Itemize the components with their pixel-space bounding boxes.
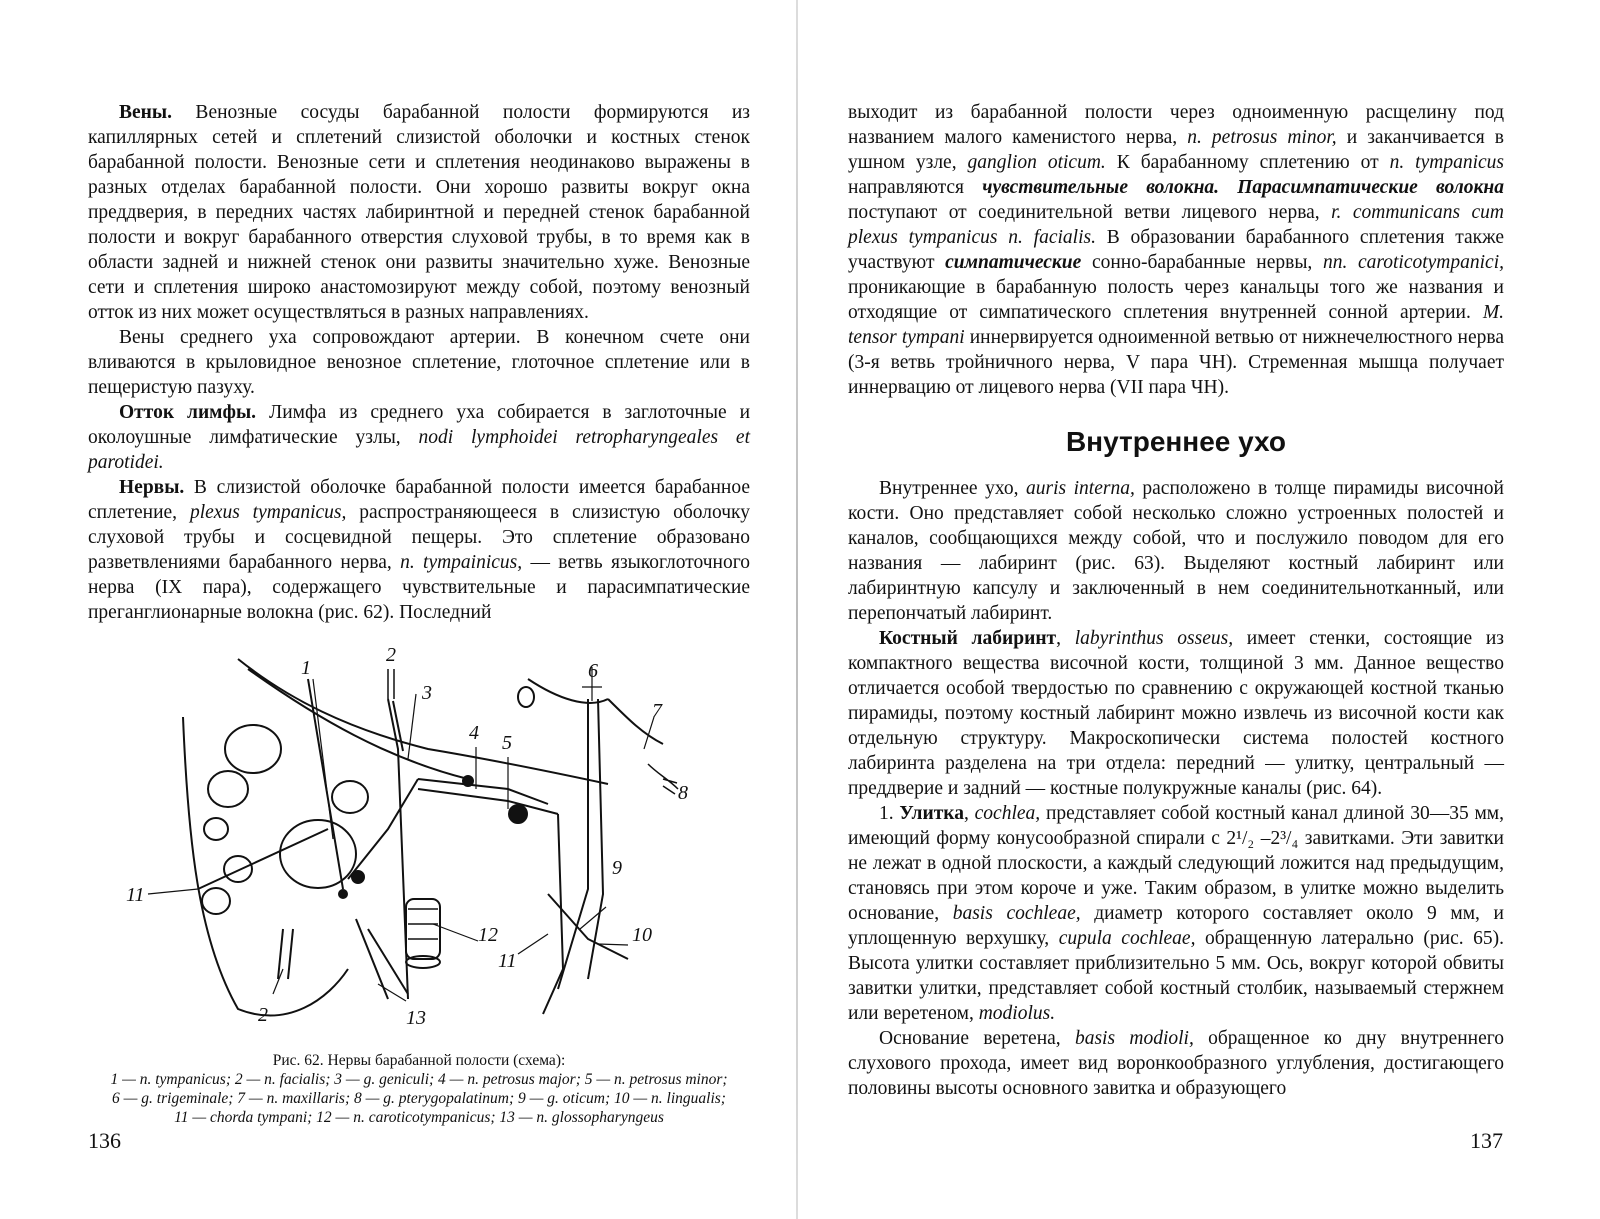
text-span: проникающие в барабанную полость через канальцы того же названия и отходящие от симпатического сплетения внутренней сонной артерии. <box>848 277 1504 323</box>
text-span: выходит из барабанной полости через одноименную расщелину под названием малого каменистого нерва, <box>848 102 1504 148</box>
latin-term: M. tensor tympani <box>848 302 1504 348</box>
figure-label-8: 8 <box>678 782 688 804</box>
latin-term: cupula cochleae, <box>1058 928 1196 949</box>
right-page <box>848 100 1504 1101</box>
text-span: диаметр которого составляет около 9 мм, и уплощенную верхушку, <box>848 903 1504 949</box>
figure-label-3: 3 <box>422 682 432 704</box>
lymph-heading: Отток лимфы. <box>119 402 257 423</box>
figure-label-10: 10 <box>632 924 652 946</box>
figure-label-5: 5 <box>502 732 512 754</box>
figure-label-11b: 11 <box>498 950 517 972</box>
figure-label-1: 1 <box>301 657 311 679</box>
figure-label-7: 7 <box>652 700 662 722</box>
paragraph-nerves <box>88 475 750 625</box>
latin-term: auris interna, <box>1026 478 1135 499</box>
latin-term: basis modioli, <box>1074 1028 1194 1049</box>
text-span: имеет стенки, состоящие из компактного вещества височной кости, толщиной 3 мм. Данное вещество отличается особой твердостью по сравнению с окружающей костной тканью пирамиды, поэтому костный лабиринт можно извлечь из височной кости как отдельную структуру. Макроскопически система полостей костного лабиринта разделена на три отдела: передний — улитку, центральный — преддверие и задний — костные полукружные каналы (рис. 64). <box>848 628 1505 799</box>
tympanic-nerves-illustration <box>88 639 750 1049</box>
veins-text-2: Вены среднего уха сопровождают артерии. В конечном счете они вливаются в крыловидное венозное сплетение, глоточное сплетение или в пещеристую пазуху. <box>88 327 750 398</box>
nerves-latin-1: plexus tympanicus, <box>189 502 347 523</box>
figure-62-diagram <box>88 639 750 1049</box>
text-span: , <box>963 803 975 824</box>
text-span: К барабанному сплетению от <box>1105 152 1390 173</box>
paragraph-veins <box>88 100 750 325</box>
text-span: обращенную латерально (рис. 65). Высота улитки составляет приблизительно 5 мм. Ось, вокруг которой обвиты завитки улитки, представляет собой костный столбик, называемый стержнем или веретеном, <box>848 928 1504 1024</box>
latin-term: r. communicans cum plexus tympanicus n. facialis. <box>848 202 1505 248</box>
figure-label-4: 4 <box>469 722 479 744</box>
lymph-text: Лимфа из среднего уха собирается в заглоточные и околоушные лимфатические узлы, <box>88 402 750 448</box>
nerves-text-1: В слизистой оболочке барабанной полости имеется барабанное сплетение, <box>88 477 750 523</box>
paragraph-modiolus <box>848 1026 1504 1101</box>
latin-term: labyrinthus osseus, <box>1074 628 1234 649</box>
figure-label-6: 6 <box>588 660 598 682</box>
emphasis-term: чувствительные волокна. Парасимпатические волокна <box>982 177 1504 198</box>
bold-term: Улитка <box>899 803 964 824</box>
figure-label-9: 9 <box>612 857 622 879</box>
nerves-text-2: распространяющееся в слизистую оболочку слуховой трубы и сосцевидной пещеры. Это сплетение образовано разветвлениями барабанного нерва, <box>88 502 751 573</box>
figure-caption <box>88 1051 750 1127</box>
section-heading: Внутреннее ухо <box>1065 426 1287 457</box>
caption-line-2: 6 — g. trigeminale; 7 — n. maxillaris; 8 — g. pterygopalatinum; 9 — g. oticum; 10 — n. lingualis; <box>112 1090 726 1107</box>
text-span: направляются <box>848 177 983 198</box>
latin-term: ganglion oticum. <box>967 152 1106 173</box>
lymph-latin: nodi lymphoidei retropharyngeales et parotidei. <box>88 427 750 473</box>
emphasis-term: симпатические <box>945 252 1082 273</box>
paragraph-bony-labyrinth <box>848 626 1504 801</box>
text-span: иннервируется одноименной ветвью от нижнечелюстного нерва (3-я ветвь тройничного нерва, V пара ЧН). Стременная мышца получает иннервацию от лицевого нерва (VII пара ЧН). <box>848 327 1504 398</box>
text-span: 1. <box>879 803 900 824</box>
latin-term: cochlea, <box>974 803 1041 824</box>
latin-term: nn. caroticotympanici, <box>1322 252 1504 273</box>
left-page <box>88 100 750 1127</box>
caption-line-3: 11 — chorda tympani; 12 — n. caroticotympanicus; 13 — n. glossopharyngeus <box>174 1109 664 1126</box>
caption-title: Рис. 62. Нервы барабанной полости (схема): <box>272 1052 566 1069</box>
figure-label-2b: 2 <box>258 1004 268 1026</box>
text-span: сонно-барабанные нервы, <box>1081 252 1323 273</box>
book-gutter <box>796 0 798 1219</box>
figure-label-13: 13 <box>406 1007 426 1029</box>
text-span: Основание веретена, <box>879 1028 1075 1049</box>
text-span: поступают от соединительной ветви лицевого нерва, <box>848 202 1332 223</box>
paragraph-continuation <box>848 100 1504 400</box>
paragraph-inner-ear <box>848 476 1504 626</box>
paragraph-lymph <box>88 400 750 475</box>
text-span: расположено в толще пирамиды височной кости. Оно представляет собой несколько сложно устроенных полостей и каналов, сообщающихся между собой, что и послужило поводом для его названия — лабиринт (рис. 63). Выделяют костный лабиринт или лабиринтную капсулу и заключенный в нем соединительнотканный, или перепончатый лабиринт. <box>848 478 1504 624</box>
text-span: В образовании барабанного сплетения также участвуют <box>848 227 1504 273</box>
text-span: Внутреннее ухо, <box>879 478 1026 499</box>
text-span: , <box>1056 628 1075 649</box>
text-span: представляет собой костный канал длиной 30—35 мм, имеющий форму конусообразной спирали с 2¹/₂ –2³/₄ завитками. Эти завитки не лежат в одной плоскости, а каждый следующий ложится над предыдущим, становясь при этом короче и уже. Таким образом, в улитке можно выделить основание, <box>848 803 1505 924</box>
bold-term: Костный лабиринт <box>879 628 1057 649</box>
nerves-text-3: — ветвь языкоглоточного нерва (IX пара), содержащего чувствительные и парасимпатические преганглионарные волокна (рис. 62). Последний <box>88 552 750 623</box>
nerves-heading: Нервы. <box>119 477 185 498</box>
figure-label-11: 11 <box>126 884 145 906</box>
figure-label-12: 12 <box>478 924 498 946</box>
page-number-left: 136 <box>88 1128 121 1153</box>
text-span: обращенное ко дну внутреннего слухового прохода, имеет вид воронкообразного углубления, достигающего половины высоты основного завитка и образующего <box>848 1028 1504 1099</box>
page-number-right: 137 <box>1470 1128 1503 1153</box>
nerves-latin-2: n. tympainicus, <box>400 552 523 573</box>
latin-term: n. petrosus minor, <box>1187 127 1337 148</box>
latin-term: modiolus. <box>978 1003 1056 1024</box>
text-span: и заканчивается в ушном узле, <box>848 127 1504 173</box>
paragraph-veins-2 <box>88 325 750 400</box>
caption-line-1: 1 — n. tympanicus; 2 — n. facialis; 3 — g. geniculi; 4 — n. petrosus major; 5 — n. petrosus minor; <box>110 1071 728 1088</box>
paragraph-cochlea <box>848 801 1504 1026</box>
veins-text: Венозные сосуды барабанной полости формируются из капиллярных сетей и сплетений слизистой оболочки и костных стенок барабанной полости. Венозные сети и сплетения неодинаково выражены в разных отделах барабанной полости. Они хорошо развиты вокруг окна преддверия, в передних частях лабиринтной и передней стенок барабанной полости и вокруг барабанного отверстия слуховой трубы, в то время как в области задней и нижней стенок они развиты значительно хуже. Венозные сети и сплетения широко анастомозируют между собой, поэтому венозный отток из них может осуществляться в разных направлениях. <box>88 102 750 323</box>
veins-heading: Вены. <box>119 102 172 123</box>
latin-term: n. tympanicus <box>1389 152 1504 173</box>
latin-term: basis cochleae, <box>952 903 1081 924</box>
figure-label-2: 2 <box>386 644 396 666</box>
